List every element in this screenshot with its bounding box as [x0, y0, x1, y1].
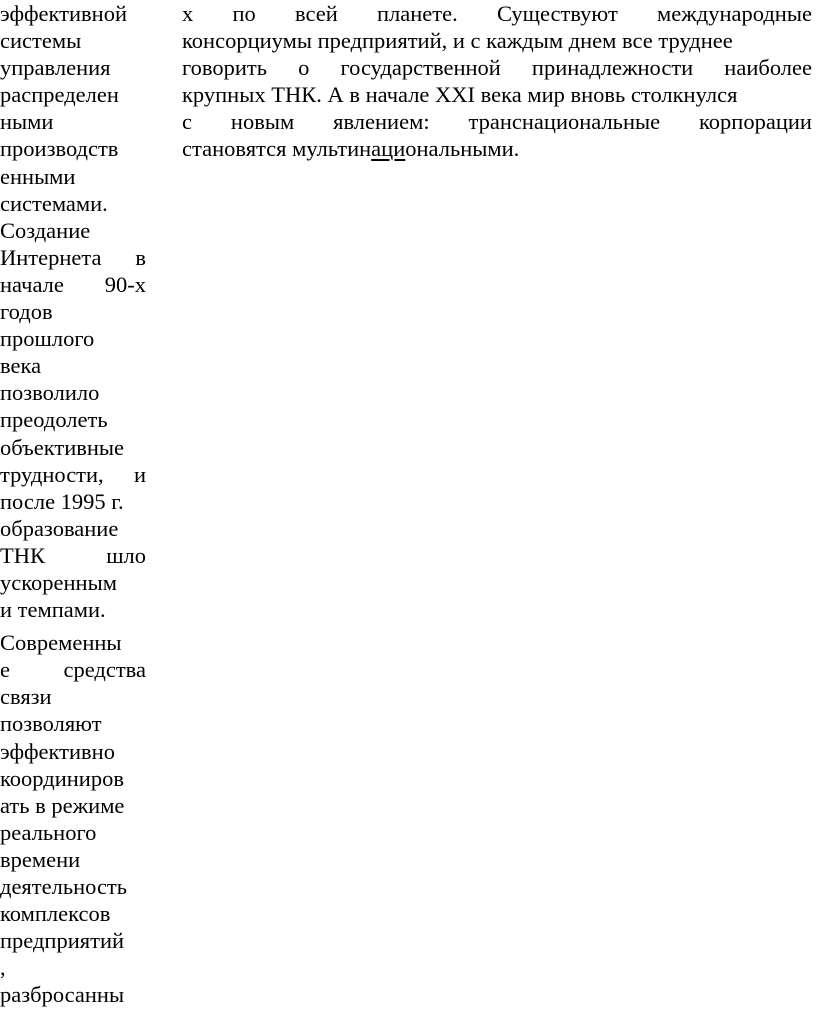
left-para2-line: позволяют [0, 711, 102, 737]
left-para1-line: распределен [0, 82, 119, 108]
left-para1-word: и [133, 461, 146, 487]
left-para1-line: прошлого [0, 326, 95, 352]
right-word: с [182, 109, 192, 135]
left-para2-line: Современны [0, 630, 122, 656]
right-line-6-end: ональными. [405, 136, 520, 162]
left-para2-line: координиров [0, 765, 124, 791]
left-para1-line: образование [0, 515, 119, 541]
left-paragraph-2 [0, 629, 146, 1008]
left-para2-word: е [0, 657, 10, 683]
left-para1-line [0, 244, 146, 271]
left-para1-line: преодолеть [0, 407, 108, 433]
right-word: всей [294, 1, 338, 26]
left-para2-line: , [0, 955, 6, 981]
right-word: о [298, 55, 310, 81]
right-word: корпорации [699, 109, 812, 135]
left-para1-word: в [135, 244, 146, 270]
left-para1-line: эффективной [0, 1, 128, 26]
left-para1-line: системами. [0, 190, 108, 216]
right-word: планете. [376, 1, 458, 26]
left-para2-line: эффективно [0, 738, 115, 764]
right-word: принадлежности [531, 55, 694, 81]
right-line-6 [182, 135, 812, 162]
left-para1-line: после 1995 г. [0, 488, 124, 514]
left-para1-line: системы [0, 28, 82, 54]
left-para1-line: века [0, 353, 42, 379]
right-word: новым [230, 109, 295, 135]
right-word: Существуют [496, 1, 618, 26]
left-para1-line: ускоренным [0, 569, 117, 595]
right-word: государственной [340, 55, 501, 81]
left-para2-line: разбросанны [0, 982, 125, 1008]
right-line-6-underlined: аци [371, 136, 406, 162]
left-para1-line: и темпами. [0, 597, 106, 623]
right-word: наиболее [724, 55, 812, 81]
left-para1-line: позволило [0, 380, 100, 406]
left-para2-line: времени [0, 846, 81, 872]
right-word: международные [657, 1, 812, 26]
right-line-4: крупных ТНК. А в начале XXI века мир вновь столкнулся [182, 82, 738, 108]
right-word: по [232, 1, 256, 26]
left-column [0, 0, 146, 1008]
right-line-1 [182, 0, 812, 27]
left-para1-line: объективные [0, 434, 125, 460]
right-line-5 [182, 108, 812, 135]
right-line-3 [182, 54, 812, 81]
left-para2-word: средства [63, 657, 146, 683]
left-para1-word: Интернета [0, 244, 102, 270]
right-line-6-start: становятся мультин [182, 136, 372, 162]
left-para2-line: ать в режиме [0, 792, 125, 818]
left-para1-line [0, 271, 146, 298]
left-para2-line: комплексов [0, 901, 111, 927]
left-para1-line: управления [0, 55, 111, 81]
left-para1-word: начале [0, 271, 64, 297]
left-para2-line: деятельность [0, 874, 128, 899]
right-column [182, 0, 812, 163]
left-para1-line: Создание [0, 217, 91, 243]
left-para1-line: производств [0, 136, 119, 162]
left-para1-line: ными [0, 109, 54, 135]
left-para2-line: предприятий [0, 928, 125, 954]
left-para1-line: годов [0, 299, 53, 325]
right-word: транснациональные [468, 109, 661, 135]
left-paragraph-1 [0, 0, 146, 623]
left-para1-word: 90-х [104, 271, 146, 297]
right-line-2: консорциумы предприятий, и с каждым днем все труднее [182, 28, 733, 54]
left-para1-line [0, 461, 146, 488]
left-para1-word: трудности, [0, 461, 104, 487]
left-para1-word: ТНК [0, 542, 45, 568]
left-para1-word: шло [106, 542, 146, 568]
left-para1-line [0, 542, 146, 569]
left-para2-line: реального [0, 819, 97, 845]
left-para2-line [0, 656, 146, 683]
left-para2-line: связи [0, 684, 52, 710]
right-word: х [182, 1, 194, 26]
right-word: явлением: [333, 109, 430, 135]
left-para1-line: енными [0, 163, 76, 189]
right-word: говорить [182, 55, 268, 81]
